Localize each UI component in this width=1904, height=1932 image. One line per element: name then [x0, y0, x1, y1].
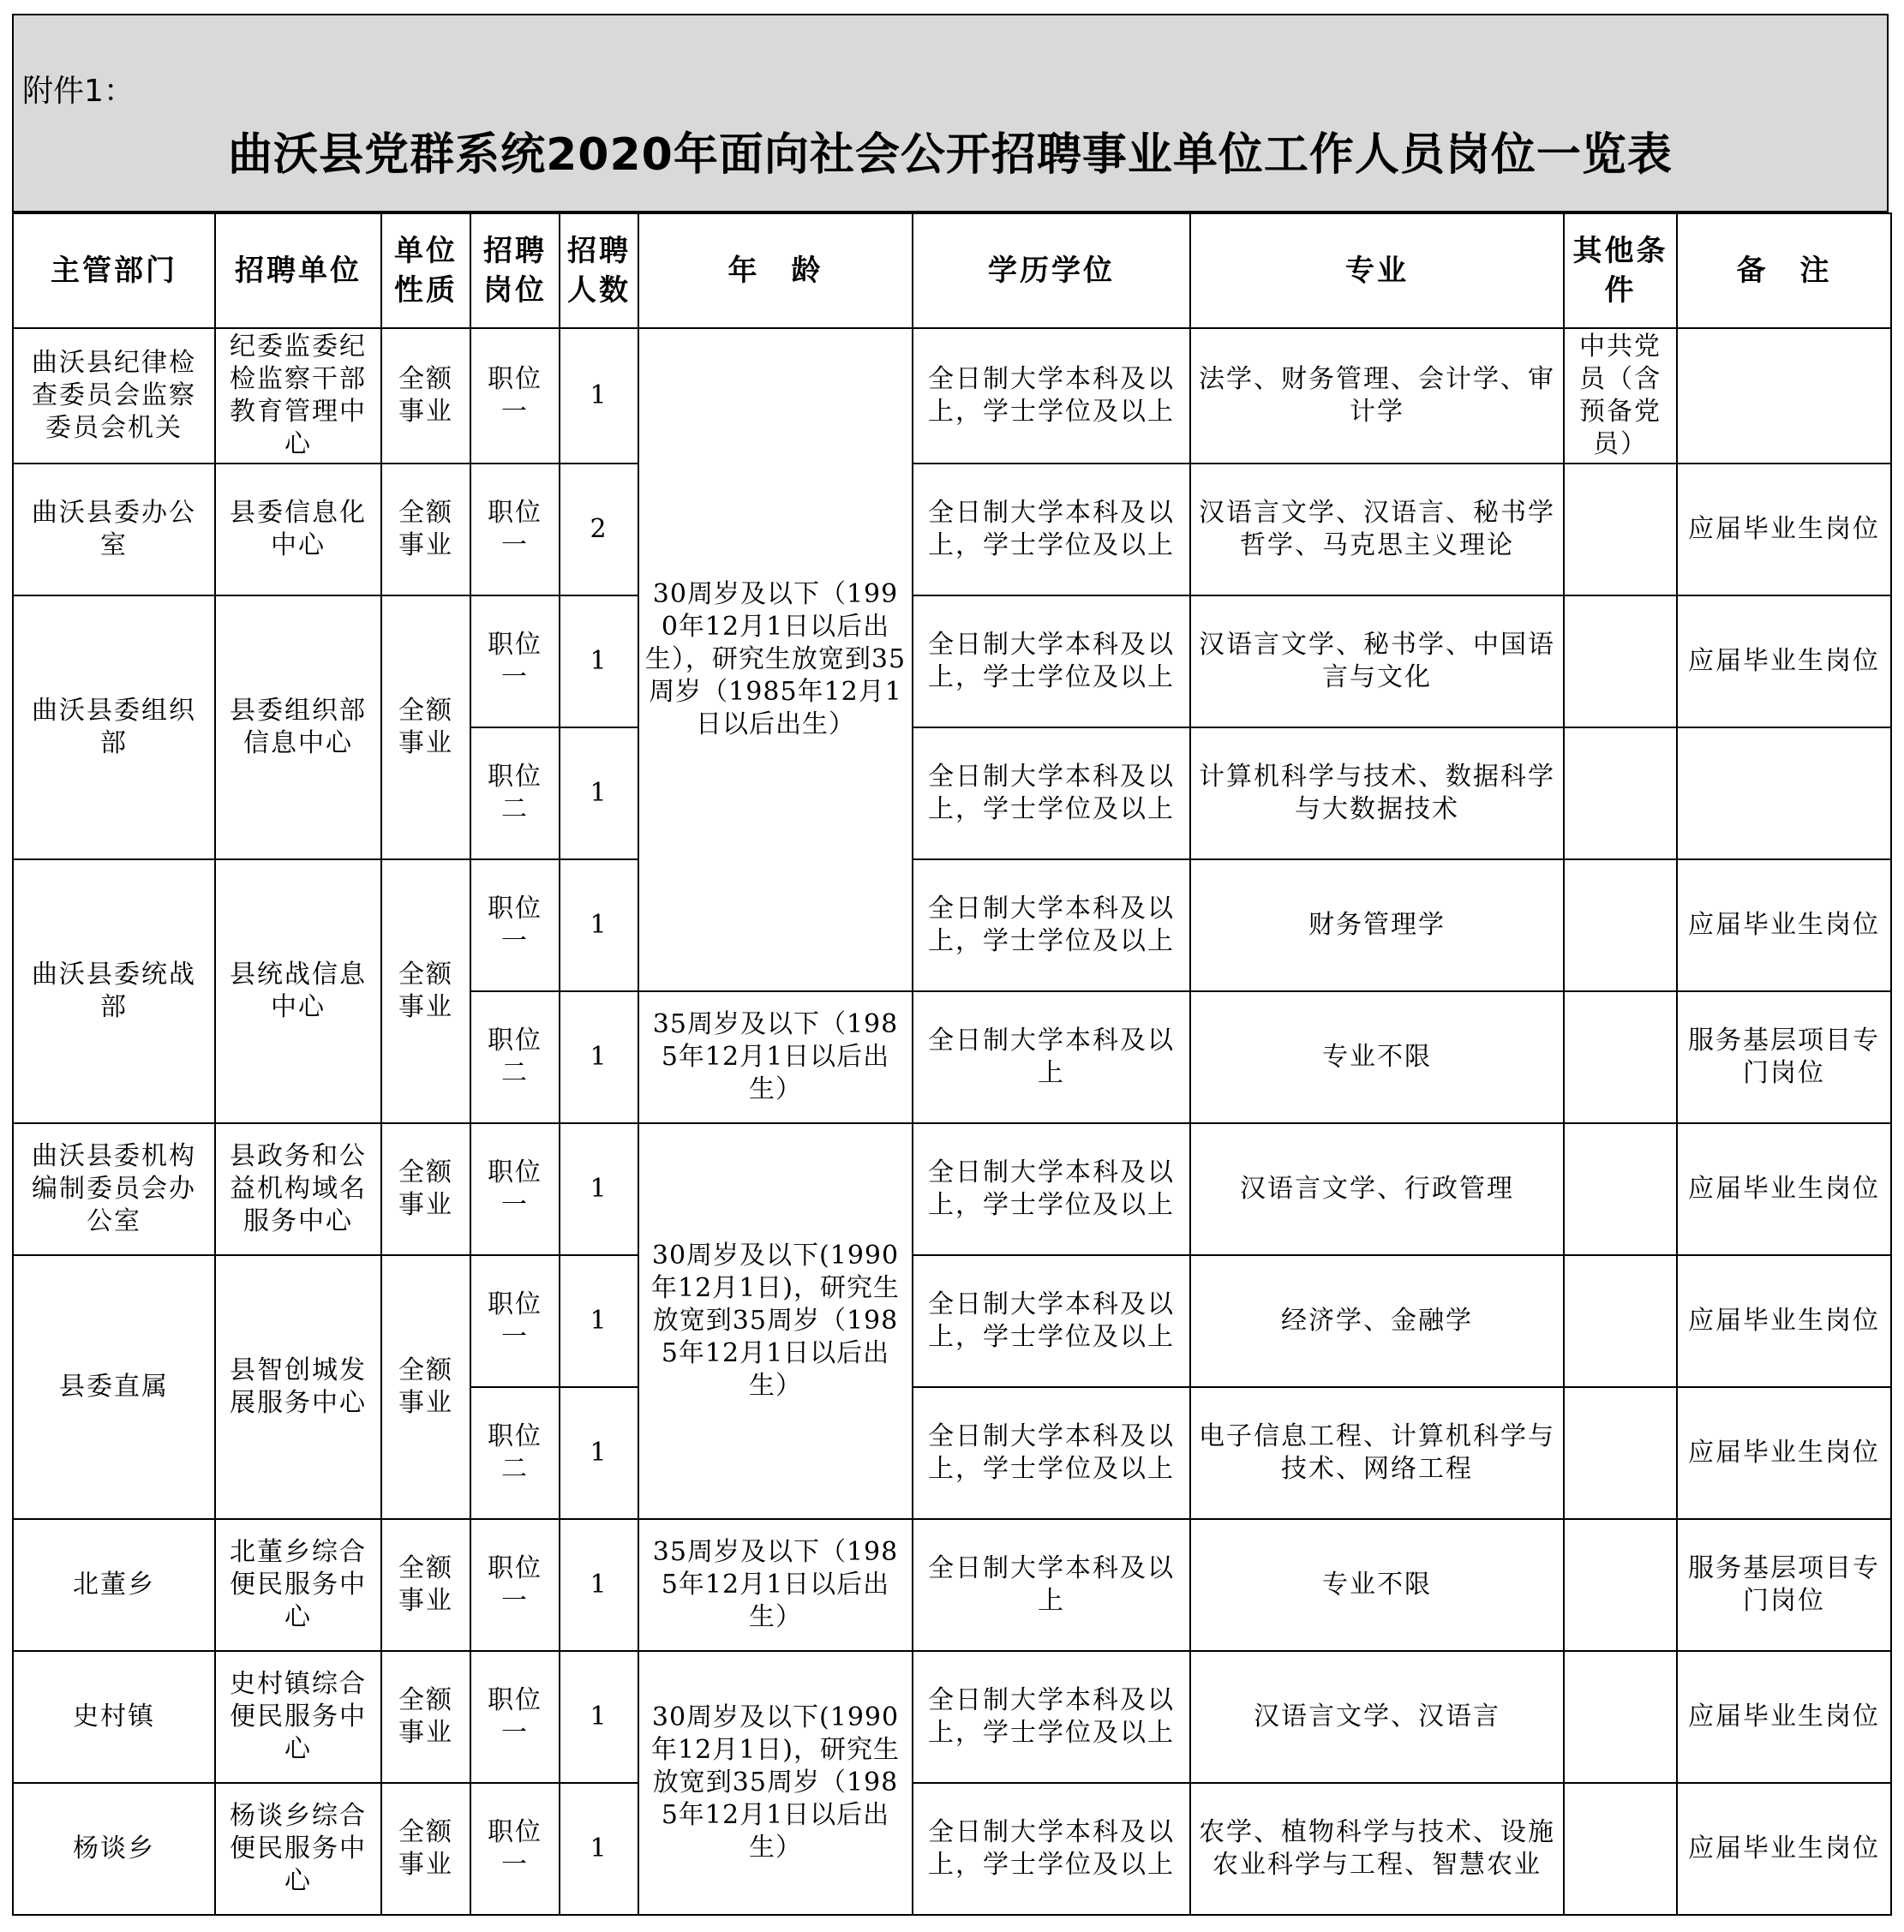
positions-table — [12, 212, 1892, 1916]
major-cell: 电子信息工程、计算机科学与技术、网络工程 — [1190, 1387, 1564, 1519]
education-cell: 全日制大学本科及以上，学士学位及以上 — [913, 1387, 1190, 1519]
attachment-label: 附件1： — [22, 74, 135, 109]
major-cell: 计算机科学与技术、数据科学与大数据技术 — [1190, 727, 1564, 859]
education-cell: 全日制大学本科及以上，学士学位及以上 — [913, 595, 1190, 727]
education-cell: 全日制大学本科及以上，学士学位及以上 — [913, 464, 1190, 595]
table-row — [13, 859, 1891, 991]
post-cell: 职位一 — [470, 1255, 560, 1387]
sheet-header — [12, 14, 1889, 212]
count-cell: 1 — [560, 1123, 638, 1255]
dept-cell: 曲沃县委机构编制委员会办公室 — [13, 1123, 215, 1255]
table-row — [13, 328, 1891, 464]
dept-cell: 北董乡 — [13, 1519, 215, 1651]
other-cell — [1564, 1651, 1677, 1783]
education-cell: 全日制大学本科及以上，学士学位及以上 — [913, 1651, 1190, 1783]
post-cell: 职位一 — [470, 859, 560, 991]
major-cell: 汉语言文学、汉语言 — [1190, 1651, 1564, 1783]
education-cell: 全日制大学本科及以上，学士学位及以上 — [913, 727, 1190, 859]
other-cell — [1564, 1387, 1677, 1519]
education-cell: 全日制大学本科及以上，学士学位及以上 — [913, 859, 1190, 991]
note-cell: 服务基层项目专门岗位 — [1677, 1519, 1891, 1651]
other-cell — [1564, 1783, 1677, 1915]
post-cell: 职位二 — [470, 991, 560, 1123]
other-cell — [1564, 1255, 1677, 1387]
note-cell: 应届毕业生岗位 — [1677, 1387, 1891, 1519]
nature-cell: 全额事业 — [381, 464, 470, 595]
dept-cell: 杨谈乡 — [13, 1783, 215, 1915]
nature-cell: 全额事业 — [381, 1519, 470, 1651]
table-row — [13, 464, 1891, 595]
education-cell: 全日制大学本科及以上，学士学位及以上 — [913, 1255, 1190, 1387]
note-cell: 应届毕业生岗位 — [1677, 1255, 1891, 1387]
note-cell: 应届毕业生岗位 — [1677, 464, 1891, 595]
post-cell: 职位一 — [470, 328, 560, 464]
unit-cell: 县智创城发展服务中心 — [215, 1255, 381, 1519]
education-cell: 全日制大学本科及以上，学士学位及以上 — [913, 328, 1190, 464]
age-cell: 30周岁及以下(1990年12月1日)，研究生放宽到35周岁（1985年12月1日以后出生） — [638, 1123, 913, 1519]
major-cell: 专业不限 — [1190, 1519, 1564, 1651]
table-row — [13, 1651, 1891, 1783]
dept-cell: 曲沃县委办公室 — [13, 464, 215, 595]
age-cell: 30周岁及以下(1990年12月1日)，研究生放宽到35周岁（1985年12月1日以后出生） — [638, 1651, 913, 1915]
page-title: 曲沃县党群系统2020年面向社会公开招聘事业单位工作人员岗位一览表 — [228, 129, 1673, 181]
other-cell: 中共党员（含预备党员） — [1564, 328, 1677, 464]
count-cell: 1 — [560, 1519, 638, 1651]
nature-cell: 全额事业 — [381, 1651, 470, 1783]
post-cell: 职位一 — [470, 1123, 560, 1255]
table-row — [13, 595, 1891, 727]
education-cell: 全日制大学本科及以上，学士学位及以上 — [913, 1123, 1190, 1255]
count-cell: 1 — [560, 328, 638, 464]
education-cell: 全日制大学本科及以上 — [913, 991, 1190, 1123]
dept-cell: 曲沃县纪律检查委员会监察委员会机关 — [13, 328, 215, 464]
count-cell: 1 — [560, 1783, 638, 1915]
unit-cell: 县委组织部信息中心 — [215, 595, 381, 859]
post-cell: 职位一 — [470, 595, 560, 727]
note-cell: 应届毕业生岗位 — [1677, 1651, 1891, 1783]
header-row — [13, 213, 1891, 328]
post-cell: 职位一 — [470, 1519, 560, 1651]
note-cell: 应届毕业生岗位 — [1677, 859, 1891, 991]
note-cell: 应届毕业生岗位 — [1677, 1123, 1891, 1255]
header-post: 招聘岗位 — [470, 213, 560, 328]
age-cell: 35周岁及以下（1985年12月1日以后出生） — [638, 991, 913, 1123]
dept-cell: 史村镇 — [13, 1651, 215, 1783]
table-row — [13, 1123, 1891, 1255]
nature-cell: 全额事业 — [381, 1123, 470, 1255]
dept-cell: 曲沃县委组织部 — [13, 595, 215, 859]
header-age: 年 龄 — [638, 213, 913, 328]
header-nature: 单位性质 — [381, 213, 470, 328]
unit-cell: 县委信息化中心 — [215, 464, 381, 595]
count-cell: 2 — [560, 464, 638, 595]
header-unit: 招聘单位 — [215, 213, 381, 328]
major-cell: 汉语言文学、行政管理 — [1190, 1123, 1564, 1255]
unit-cell: 县政务和公益机构域名服务中心 — [215, 1123, 381, 1255]
note-cell: 应届毕业生岗位 — [1677, 1783, 1891, 1915]
major-cell: 专业不限 — [1190, 991, 1564, 1123]
major-cell: 法学、财务管理、会计学、审计学 — [1190, 328, 1564, 464]
nature-cell: 全额事业 — [381, 1255, 470, 1519]
unit-cell: 杨谈乡综合便民服务中心 — [215, 1783, 381, 1915]
recruitment-sheet — [12, 14, 1890, 1914]
major-cell: 农学、植物科学与技术、设施农业科学与工程、智慧农业 — [1190, 1783, 1564, 1915]
post-cell: 职位二 — [470, 1387, 560, 1519]
dept-cell: 县委直属 — [13, 1255, 215, 1519]
note-cell — [1677, 328, 1891, 464]
count-cell: 1 — [560, 1255, 638, 1387]
nature-cell: 全额事业 — [381, 859, 470, 1123]
note-cell: 服务基层项目专门岗位 — [1677, 991, 1891, 1123]
other-cell — [1564, 595, 1677, 727]
post-cell: 职位一 — [470, 1651, 560, 1783]
header-other: 其他条件 — [1564, 213, 1677, 328]
unit-cell: 史村镇综合便民服务中心 — [215, 1651, 381, 1783]
count-cell: 1 — [560, 859, 638, 991]
header-note: 备 注 — [1677, 213, 1891, 328]
header-dept: 主管部门 — [13, 213, 215, 328]
count-cell: 1 — [560, 1387, 638, 1519]
table-row — [13, 1255, 1891, 1387]
age-cell: 35周岁及以下（1985年12月1日以后出生） — [638, 1519, 913, 1651]
other-cell — [1564, 1123, 1677, 1255]
post-cell: 职位一 — [470, 464, 560, 595]
nature-cell: 全额事业 — [381, 1783, 470, 1915]
other-cell — [1564, 727, 1677, 859]
header-education: 学历学位 — [913, 213, 1190, 328]
post-cell: 职位二 — [470, 727, 560, 859]
unit-cell: 县统战信息中心 — [215, 859, 381, 1123]
table-row — [13, 1519, 1891, 1651]
count-cell: 1 — [560, 991, 638, 1123]
nature-cell: 全额事业 — [381, 328, 470, 464]
count-cell: 1 — [560, 727, 638, 859]
other-cell — [1564, 859, 1677, 991]
unit-cell: 北董乡综合便民服务中心 — [215, 1519, 381, 1651]
other-cell — [1564, 464, 1677, 595]
age-cell: 30周岁及以下（1990年12月1日以后出生），研究生放宽到35周岁（1985年12月1日以后出生） — [638, 328, 913, 991]
education-cell: 全日制大学本科及以上 — [913, 1519, 1190, 1651]
major-cell: 财务管理学 — [1190, 859, 1564, 991]
other-cell — [1564, 991, 1677, 1123]
post-cell: 职位一 — [470, 1783, 560, 1915]
table-row — [13, 1783, 1891, 1915]
education-cell: 全日制大学本科及以上，学士学位及以上 — [913, 1783, 1190, 1915]
count-cell: 1 — [560, 1651, 638, 1783]
major-cell: 经济学、金融学 — [1190, 1255, 1564, 1387]
other-cell — [1564, 1519, 1677, 1651]
major-cell: 汉语言文学、秘书学、中国语言与文化 — [1190, 595, 1564, 727]
header-count: 招聘人数 — [560, 213, 638, 328]
note-cell: 应届毕业生岗位 — [1677, 595, 1891, 727]
nature-cell: 全额事业 — [381, 595, 470, 859]
dept-cell: 曲沃县委统战部 — [13, 859, 215, 1123]
note-cell — [1677, 727, 1891, 859]
count-cell: 1 — [560, 595, 638, 727]
major-cell: 汉语言文学、汉语言、秘书学哲学、马克思主义理论 — [1190, 464, 1564, 595]
unit-cell: 纪委监委纪检监察干部教育管理中心 — [215, 328, 381, 464]
header-major: 专业 — [1190, 213, 1564, 328]
